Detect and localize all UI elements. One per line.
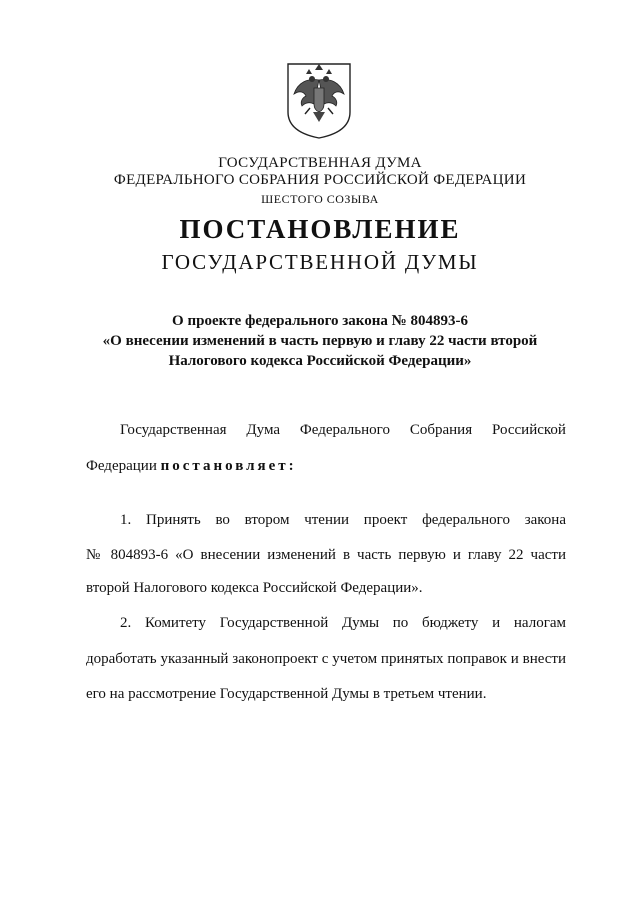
item1-line2: № 804893-6 «О внесении изменений в часть первую и главу 22 части [86,547,566,563]
item2-line2: доработать указанный законопроект с учетом принятых поправок и внести [86,651,566,667]
subject-line2: «О внесении изменений в часть первую и главу 22 части второй [102,333,538,349]
document-title: ПОСТАНОВЛЕНИЕ [179,214,461,244]
document-subtitle: ГОСУДАРСТВЕННОЙ ДУМЫ [161,250,479,274]
preamble-line1 [120,422,566,439]
item1-word: втором [244,512,290,528]
item1-word: во [215,512,230,528]
item1-word: федерального [422,512,510,528]
org-name-line2: ФЕДЕРАЛЬНОГО СОБРАНИЯ РОССИЙСКОЙ ФЕДЕРАЦИИ [113,172,527,188]
item1-word: Принять [146,512,201,528]
item1-word: чтении [304,512,350,528]
preamble-word: Российской [492,422,566,438]
preamble-text: Федерации [86,458,161,474]
item1-word: закона [524,512,566,528]
resolves-keyword: постановляет: [160,458,297,474]
russian-coat-of-arms-emblem-icon [284,60,354,140]
preamble-line2 [86,458,566,475]
subject-line1: О проекте федерального закона № 804893-6 [172,313,468,329]
item1-line1 [120,512,566,529]
convocation-label: ШЕСТОГО СОЗЫВА [261,192,379,206]
preamble-word: Собрания [409,422,473,438]
item1-word: 1. [120,512,132,528]
item1-line3: второй Налогового кодекса Российской Федерации». [86,580,423,596]
preamble-word: Государственная [120,422,227,438]
item2-line1: 2. Комитету Государственной Думы по бюджету и налогам [120,615,566,631]
org-name-line1: ГОСУДАРСТВЕННАЯ ДУМА [218,155,422,171]
item2-line3: его на рассмотрение Государственной Думы в третьем чтении. [86,686,487,702]
preamble-word: Дума [246,422,281,438]
subject-line3: Налогового кодекса Российской Федерации» [168,353,472,369]
preamble-word: Федерального [299,422,390,438]
item1-word: проект [363,512,408,528]
